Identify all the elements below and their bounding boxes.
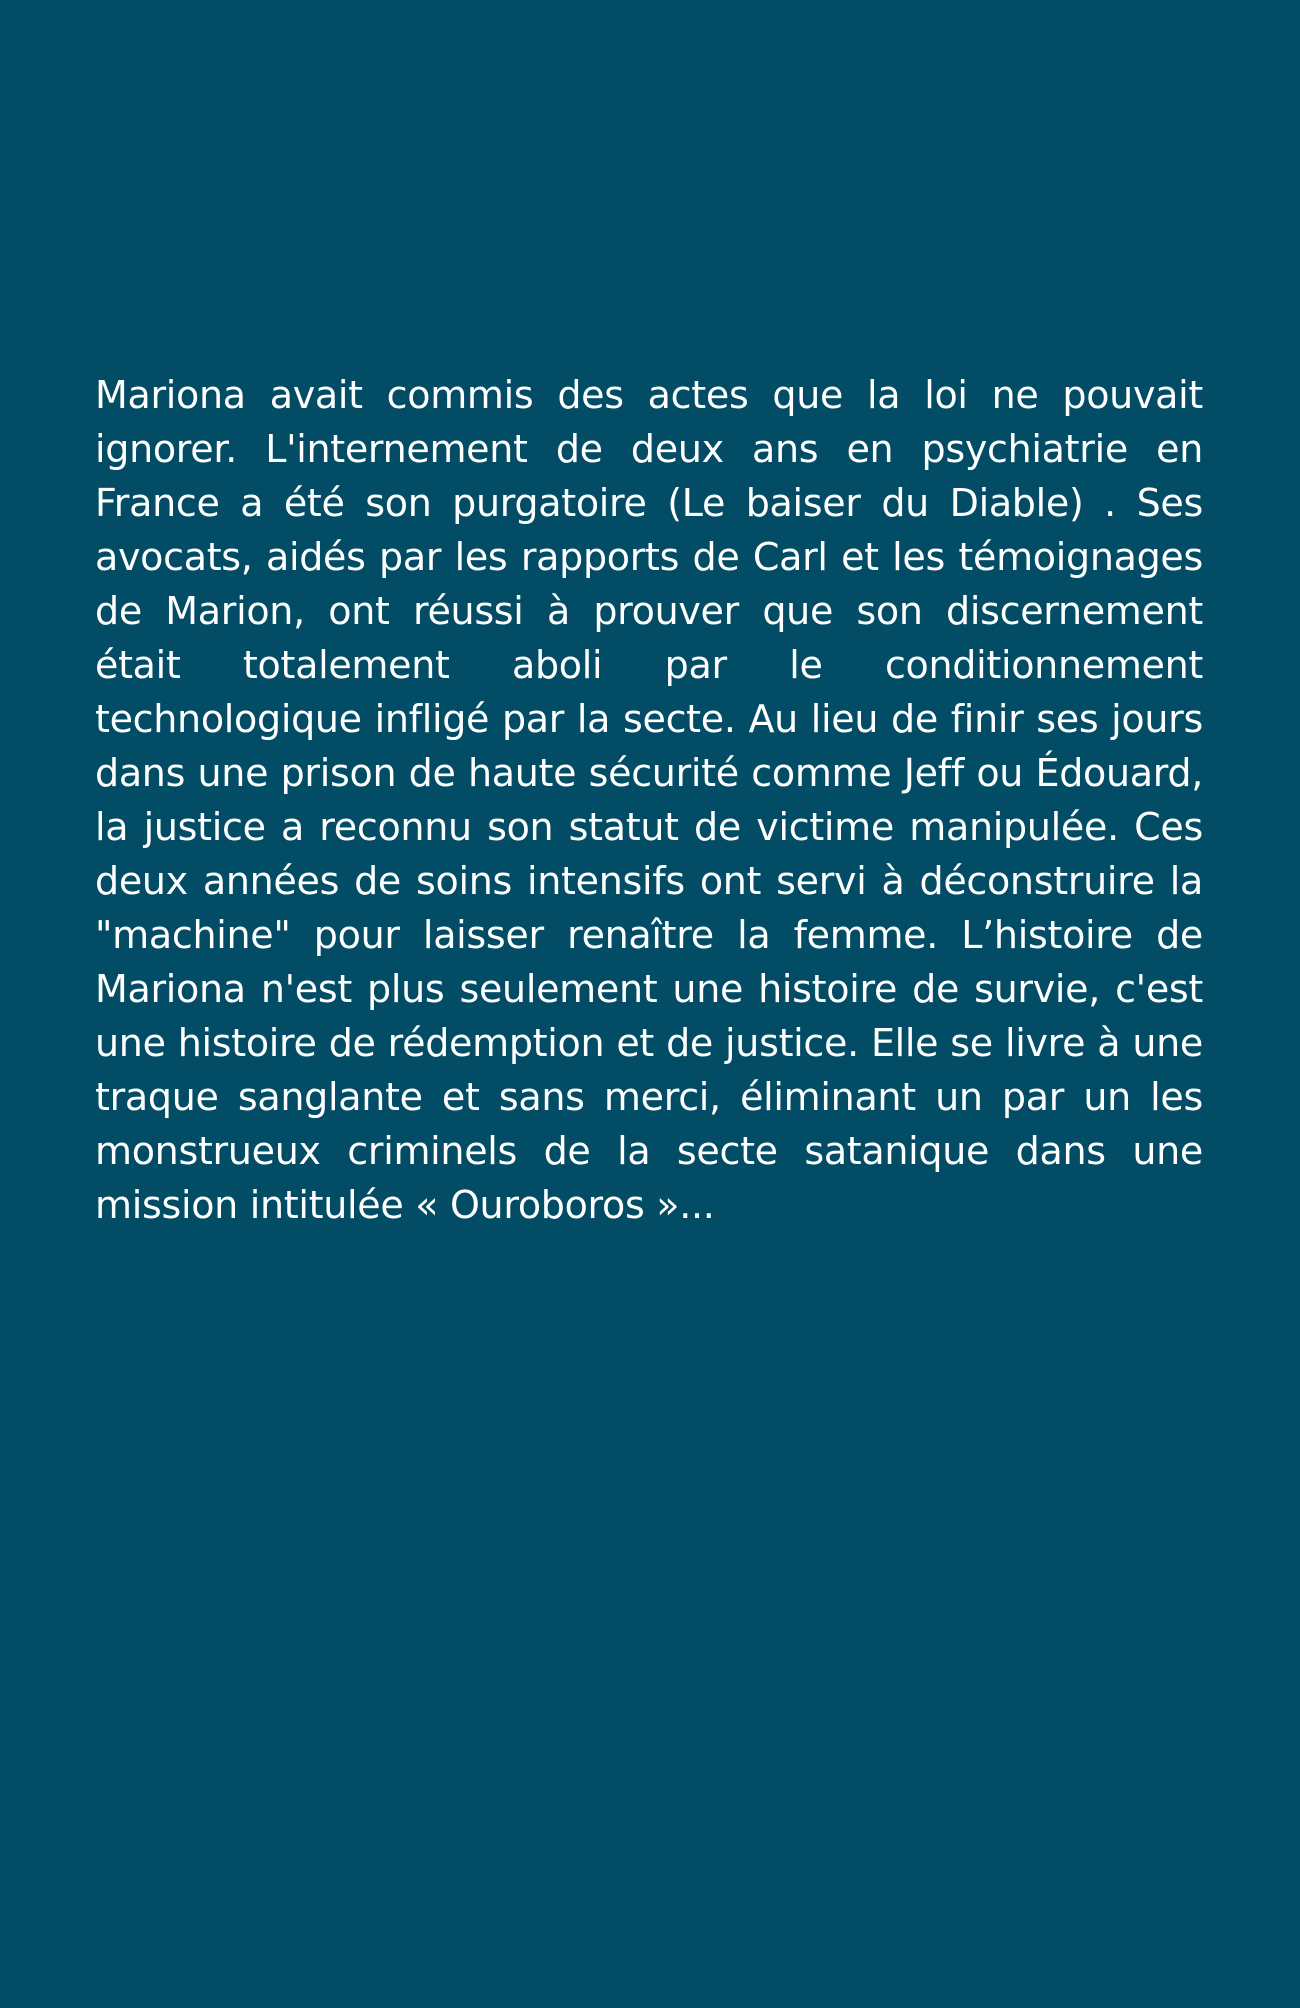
back-cover-blurb: Mariona avait commis des actes que la loi ne pouvait ignorer. L'internement de deux ans en psychiatrie en France a été son purgatoire (Le baiser du Diable) . Ses avocats, aidés par les rapports de Carl et les témoignages de Marion, ont réussi à prouver que son discernement était totalement aboli par le conditionnement technologique infligé par la secte. Au lieu de finir ses jours dans une prison de haute sécurité comme Jeff ou Édouard, la justice a reconnu son statut de victime manipulée. Ces deux années de soins intensifs ont servi à déconstruire la "machine" pour laisser renaître la femme. L’histoire de Mariona n'est plus seulement une histoire de survie, c'est une histoire de rédemption et de justice. Elle se livre à une traque sanglante et sans merci, éliminant un par un les monstrueux criminels de la secte satanique dans une mission intitulée « Ouroboros »... — [95, 373, 1203, 1227]
